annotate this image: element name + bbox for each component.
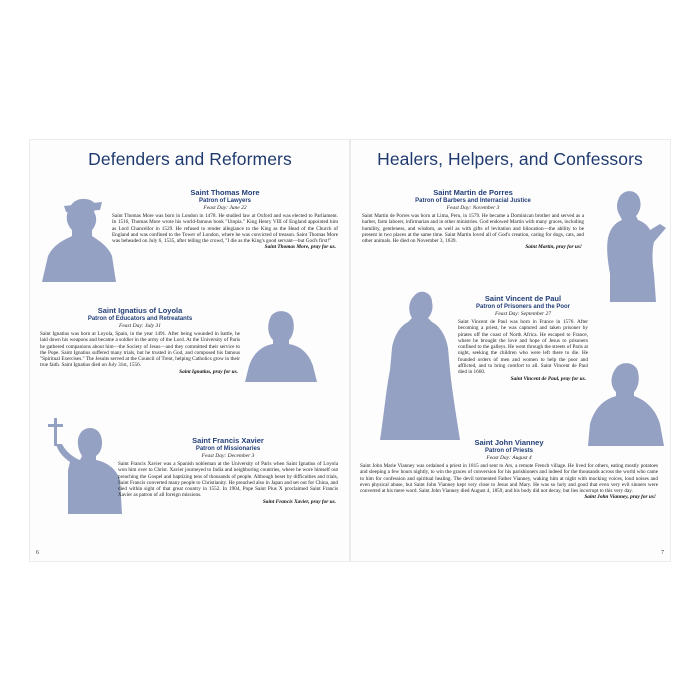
saint-prayer: Saint Martin, pray for us! [525,244,582,251]
saint-patron: Patron of Barbers and Interracial Justice [415,198,531,204]
ignatius-silhouette [245,310,317,382]
saint-biography: Saint Ignatius was born at Loyola, Spain, in the year 1491. After being wounded in battle, he laid down his weapons and became a soldier in the army of the Lord. At the University of Paris he gathered companions about him—the Society of Jesus—and they committed their service to the Pope. Saint Ignatius suffered many trials, but he trusted in God, and composed his famous "Spiritual Exercises." The Jesuits served at the Council of Trent, helping Catholics grow in their true faith. Saint Ignatius died on July 31st, 1556. [40,331,240,369]
saint-name: Saint John Vianney [474,438,544,447]
saint-prayer: Saint Vincent de Paul, pray for us. [510,375,586,382]
saint-name: Saint Francis Xavier [192,436,264,445]
saint-prayer: Saint Francis Xavier, pray for us. [262,498,336,505]
saint-thomas-more-section [112,188,338,251]
saint-name: Saint Ignatius of Loyola [97,306,183,315]
saint-biography: Saint Thomas More was born in London in 1478. He studied law at Oxford and was elected to Parliament. In 1516, Thomas More wrote his world-famous book "Utopia." King Henry VIII of England appointed him as Lord Chancellor in 1529. He refused to render allegiance to the King as the Head of the Church of England and was confined to the Tower of London, where he was convicted of treason. Saint Thomas More was beheaded on July 6, 1535, after telling the crowd, "I die as the King's good servant—but God's first!" [112,213,338,245]
francis-xavier-silhouette [44,418,122,514]
saint-biography: Saint John Marie Vianney was ordained a priest in 1815 and sent to Ars, a remote French village. He lived for others, eating mostly potatoes and sleeping a few hours nightly, to win the graces of conversion for his parishioners and indeed for the thousands across the world who came to him for confession and spiritual healing. The devil tormented Father Vianney, waking him at night with mocking voices, loud noises and even physical abuse, but Saint John Vianney kept very close to Jesus and Mary. He was so holy and good that even very evil sinners were converted at his mere word. Saint John Vianney died August 4, 1859, and his body did not decay, but lies incorrupt to this very day. [360,463,658,495]
saint-francis-xavier-section [118,436,338,506]
saint-patron: Patron of Prisoners and the Poor [475,304,570,310]
saint-feast-day: Feast Day: September 27 [494,311,552,317]
saint-biography: Saint Francis Xavier was a Spanish nobleman at the University of Paris when Saint Ignatius of Loyola won him over to Christ. Xavier journeyed to India and neighboring countries, where he wore himself out preaching the Gospel and baptizing tens of thousands of people. Although beset by difficulties and trials, Saint Francis converted many people to Christianity. He preached also in Japan and set out for China, and died within sight of that great country in 1552. In 1904, Pope Saint Pius X proclaimed Saint Francis Xavier as patron of all foreign missions. [118,461,338,499]
saint-patron: Patron of Educators and Retreatants [87,316,193,322]
saint-name: Saint Martin de Porres [433,188,513,197]
saint-name: Saint Vincent de Paul [484,294,562,303]
saint-feast-day: Feast Day: August 4 [486,455,532,461]
saint-john-vianney-section [360,438,658,501]
vincent-de-paul-silhouette [376,290,460,440]
book-spread [30,140,670,561]
saint-prayer: Saint Ignatius, pray for us. [179,368,238,375]
saint-vincent-de-paul-section [458,294,588,383]
saint-feast-day: Feast Day: December 3 [201,453,255,459]
saint-name: Saint Thomas More [190,188,260,197]
saint-prayer: Saint Thomas More, pray for us. [264,244,336,251]
saint-feast-day: Feast Day: November 3 [446,205,500,211]
right-page [350,140,670,561]
saint-biography: Saint Vincent de Paul was born in France in 1576. After becoming a priest, he was captured and taken prisoner by pirates off the coast of North Africa. He escaped to France, where he brought the love and hope of Jesus to prisoners confined to the galleys. He went through the streets of Paris at night, seeking the children who were left there to die. He founded orders of men and women to help the poor and afflicted, and to bring comfort to all. Saint Vincent de Paul died in 1660. [458,319,588,376]
saint-patron: Patron of Missionaries [195,446,261,452]
page-title: Defenders and Reformers [88,149,292,169]
page-title: Healers, Helpers, and Confessors [377,149,643,169]
page-number: 6 [36,550,39,556]
left-page [30,140,350,561]
saint-patron: Patron of Lawyers [198,198,251,204]
page-number: 7 [661,550,664,556]
saint-prayer: Saint John Vianney, pray for us! [584,494,656,501]
thomas-more-silhouette [42,196,116,282]
john-vianney-silhouette [586,362,664,446]
saint-feast-day: Feast Day: June 22 [203,205,247,211]
saint-feast-day: Feast Day: July 31 [119,323,161,329]
saint-martin-de-porres-section [362,188,584,251]
saint-ignatius-section [40,306,240,376]
saint-patron: Patron of Priests [484,448,533,454]
martin-de-porres-silhouette [590,190,666,302]
saint-biography: Saint Martin de Porres was born at Lima, Peru, in 1579. He became a Dominican brother and served as a barber, farm laborer, infirmarian and in other ministries. God endowed Martin with many graces, including humility, gentleness, and wisdom, as well as with gifts of levitation and bilocation—the ability to be present in two places at the same time. Saint Martin loved all of God's creation, caring for dogs, cats, and other animals. He died on November 3, 1639. [362,213,585,245]
